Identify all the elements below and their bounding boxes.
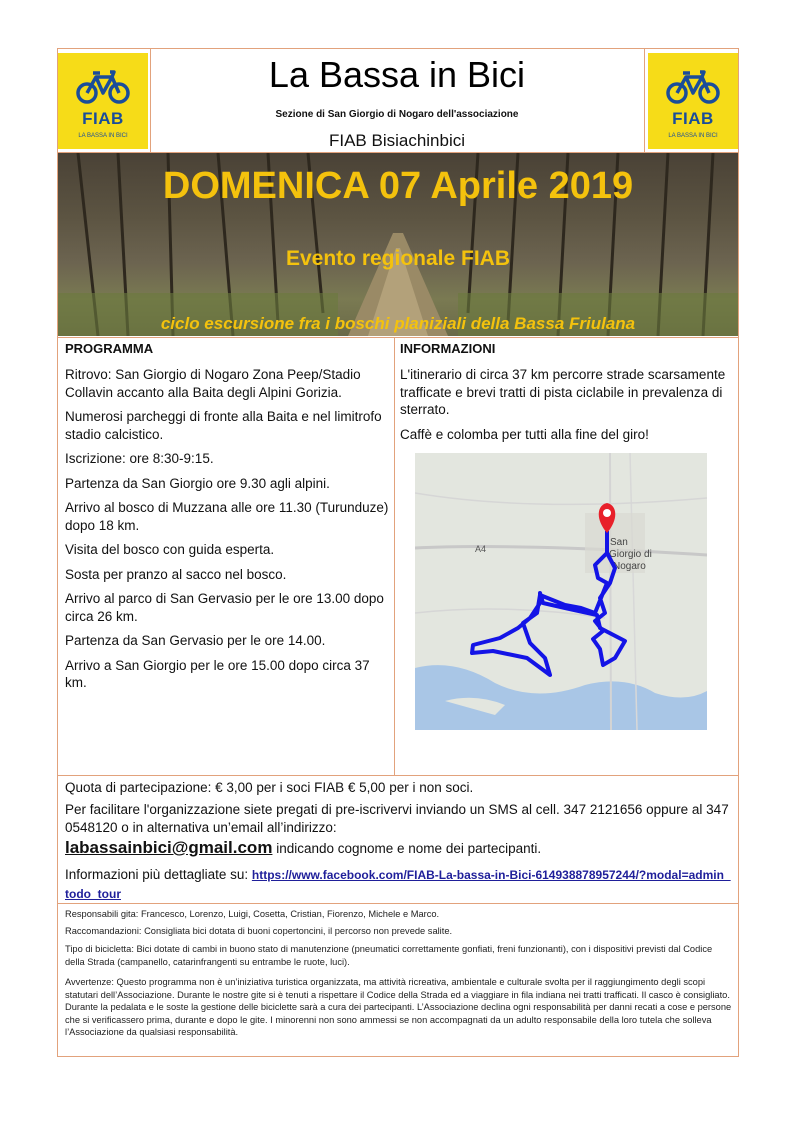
place-label: Nogaro (613, 561, 646, 572)
programma-item: Numerosi parcheggi di fronte alla Baita e nel limitrofo stadio calcistico. (65, 409, 382, 442)
responsabili-note: Responsabili gita: Francesco, Lorenzo, Luigi, Cosetta, Cristian, Fiorenzo, Michele e Marco. (65, 909, 440, 919)
programma-item: Sosta per pranzo al sacco nel bosco. (65, 566, 287, 582)
event-banner (58, 153, 738, 336)
email-line (65, 839, 733, 858)
fiab-logo-left (58, 53, 148, 149)
informazioni-list (400, 366, 735, 450)
prereg-text: Per facilitare l'organizzazione siete pregati di pre-iscrivervi inviando un SMS al cell. 347 2121656 oppure al 347 0548120 o in alternativa un’email all’indirizzo: (65, 802, 729, 835)
divider (57, 903, 739, 904)
logo-caption: LA BASSA IN BICI (78, 133, 128, 139)
info-prefix: Informazioni più dettagliate su: (65, 867, 249, 882)
event-date: DOMENICA 07 Aprile 2019 (162, 165, 634, 207)
email-link[interactable]: labassainbici@gmail.com (65, 838, 273, 857)
page-title: La Bassa in Bici (268, 54, 526, 95)
place-label: San (610, 537, 628, 548)
divider (57, 337, 739, 338)
logo-brand: FIAB (82, 109, 124, 128)
tipo-bici-note: Tipo di bicicletta: Bici dotate di cambi in buono stato di manutenzione (pneumatici correttamente gonfiati, freni funzionanti), con i dispositivi previsti dal Codice della Strada (campanello, catarinfrangenti su entrambe le ruote, luci). (65, 944, 713, 967)
fiab-logo-right (648, 53, 738, 149)
bicycle-icon (76, 69, 130, 105)
programma-item: Partenza da San Gervasio per le ore 14.00. (65, 633, 326, 648)
bicycle-icon (666, 69, 720, 105)
road-label: A4 (475, 544, 487, 554)
programma-item: Visita del bosco con guida esperta. (65, 542, 275, 557)
place-label: Giorgio di (609, 549, 652, 560)
page-subtitle: Sezione di San Giorgio di Nogaro dell'associazione (275, 109, 519, 120)
quota-text: Quota di partecipazione: € 3,00 per i soci FIAB € 5,00 per i non soci. (65, 780, 474, 795)
informazioni-heading: INFORMAZIONI (400, 341, 496, 356)
programma-item: Arrivo a San Giorgio per le ore 15.00 dopo circa 37 km. (65, 657, 370, 690)
info-item: Caffè e colomba per tutti alla fine del giro! (400, 426, 649, 442)
programma-heading: PROGRAMMA (65, 341, 154, 356)
route-map-graphic (415, 453, 707, 730)
info-item: L'itinerario di circa 37 km percorre strade scarsamente trafficate e brevi tratti di pista ciclabile in prevalenza di sterrato. (400, 367, 726, 417)
info-line (65, 866, 733, 903)
programma-item: Arrivo al parco di San Gervasio per le ore 13.00 dopo circa 26 km. (65, 591, 384, 624)
event-type: Evento regionale FIAB (285, 247, 511, 270)
programma-item: Iscrizione: ore 8:30-9:15. (65, 451, 214, 466)
event-tagline: ciclo escursione fra i boschi planiziali della Bassa Friulana (160, 314, 636, 333)
programma-list (65, 366, 390, 699)
email-suffix: indicando cognome e nome dei partecipanti. (276, 841, 542, 856)
programma-item: Ritrovo: San Giorgio di Nogaro Zona Peep/Stadio Collavin accanto alla Baita degli Alpini Gorizia. (65, 367, 361, 400)
logo-brand: FIAB (672, 109, 714, 128)
divider (57, 775, 739, 776)
programma-item: Partenza da San Giorgio ore 9.30 agli alpini. (65, 475, 330, 491)
column-divider (394, 337, 395, 775)
programma-item: Arrivo al bosco di Muzzana alle ore 11.30 (Turunduze) dopo 18 km. (65, 500, 389, 533)
avvertenze-note: Avvertenze: Questo programma non è un’iniziativa turistica organizzata, ma attività ricreativa, ambientale e culturale svolta per il raggiungimento degli scopi statutari dell’Associazione. Durante le nostre gite si è tenuti a rispettare il Codice della Strada ed a viaggiare in fila indiana nei tratti trafficati. Il casco è consigliato. Durante la pedalata e le soste la gestione delle biciclette sarà a cura dei partecipanti. L’Associazione declina ogni responsabilità per danni recati a cose e persone che si verificassero prima, durante e dopo le gite. I minorenni non sono ammessi se non accompagnati da un adulto responsabile della loro tutela che solleva l’Associazione da qualsiasi responsabilità. (65, 977, 732, 1037)
org-name: FIAB Bisiachinbici (328, 131, 466, 150)
route-map (415, 453, 707, 730)
divider (644, 48, 645, 152)
facebook-link[interactable]: https://www.facebook.com/FIAB-La-bassa-in-Bici-614938878957244/?modal=admin_todo_tour (65, 868, 731, 901)
logo-caption: LA BASSA IN BICI (668, 133, 718, 139)
raccomandazioni-note: Raccomandazioni: Consigliata bici dotata di buoni copertoncini, il percorso non prevede salite. (65, 926, 453, 936)
